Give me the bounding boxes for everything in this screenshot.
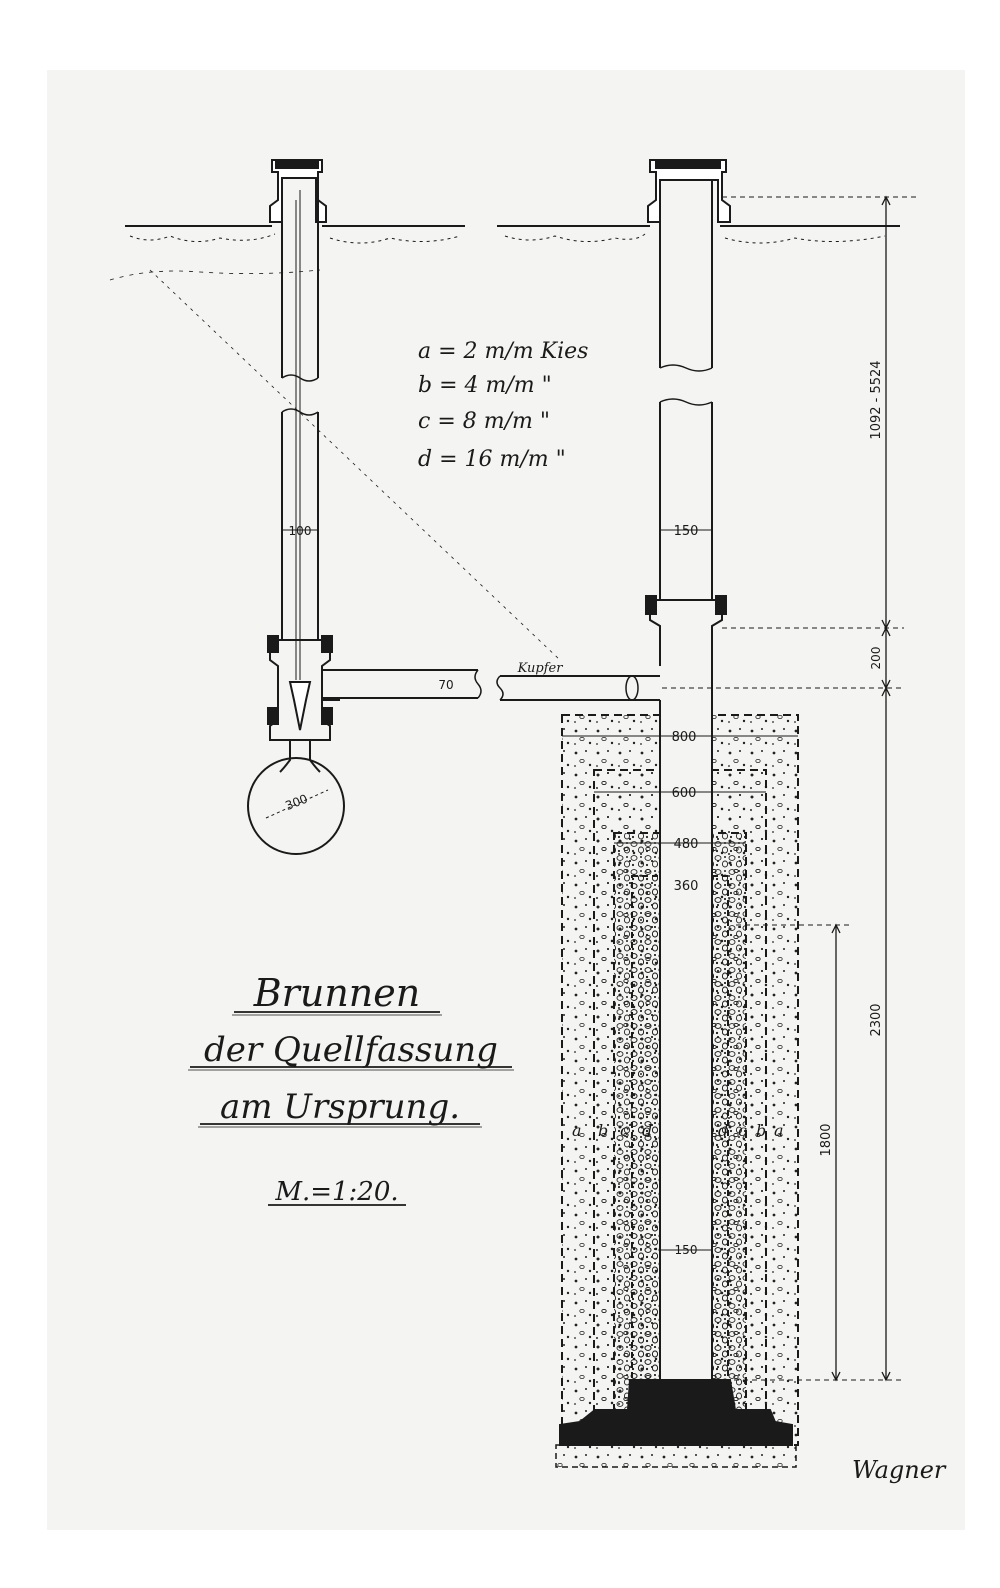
legend-d: d = 16 m/m " [418, 447, 566, 472]
legend-b: b = 4 m/m " [418, 373, 552, 398]
title-line-3: am Ursprung. [219, 1087, 461, 1127]
layer-letter-c-left: c [620, 1121, 629, 1140]
scale-label: M.=1:20. [275, 1177, 399, 1207]
dim-box-360: 360 [673, 879, 699, 894]
dim-left-pipe: 100 [288, 524, 312, 538]
dim-vert-1800: 1800 [819, 1123, 834, 1157]
dim-box-800: 800 [671, 730, 697, 745]
dim-vert-top: 1092 - 5524 [869, 360, 884, 440]
title-line-1: Brunnen [253, 971, 421, 1015]
layer-letter-a-right: a [774, 1121, 784, 1140]
signature: Wagner [852, 1456, 946, 1484]
dim-vert-200: 200 [869, 646, 883, 670]
legend-a: a = 2 m/m Kies [418, 339, 589, 364]
dim-box-600: 600 [671, 786, 697, 801]
layer-letter-b-right: b [756, 1121, 767, 1140]
sphere-neck [280, 740, 320, 772]
dim-vert-2300: 2300 [869, 1003, 884, 1037]
dim-box-480: 480 [673, 837, 699, 852]
layer-letter-d-left: d [642, 1121, 653, 1140]
legend-c: c = 8 m/m " [418, 409, 550, 434]
right-pipe-lower [660, 399, 712, 405]
dim-sphere: 300 [283, 791, 310, 814]
layer-letter-c-right: c [738, 1121, 747, 1140]
layer-letter-d-right: d [718, 1121, 729, 1140]
dim-right-pipe-lower: 150 [674, 1243, 698, 1257]
layer-letter-b-left: b [598, 1121, 609, 1140]
left-section-drawing [110, 160, 560, 854]
right-pipe-upper [660, 180, 712, 368]
dim-small-pipe: 70 [438, 678, 454, 692]
title-line-2: der Quellfassung [204, 1030, 498, 1070]
dim-right-pipe-upper: 150 [673, 524, 699, 539]
layer-letter-a-left: a [572, 1121, 582, 1140]
valve-icon [290, 682, 310, 730]
copper-label: Kupfer [517, 661, 563, 676]
side-pipe-left [322, 670, 478, 698]
